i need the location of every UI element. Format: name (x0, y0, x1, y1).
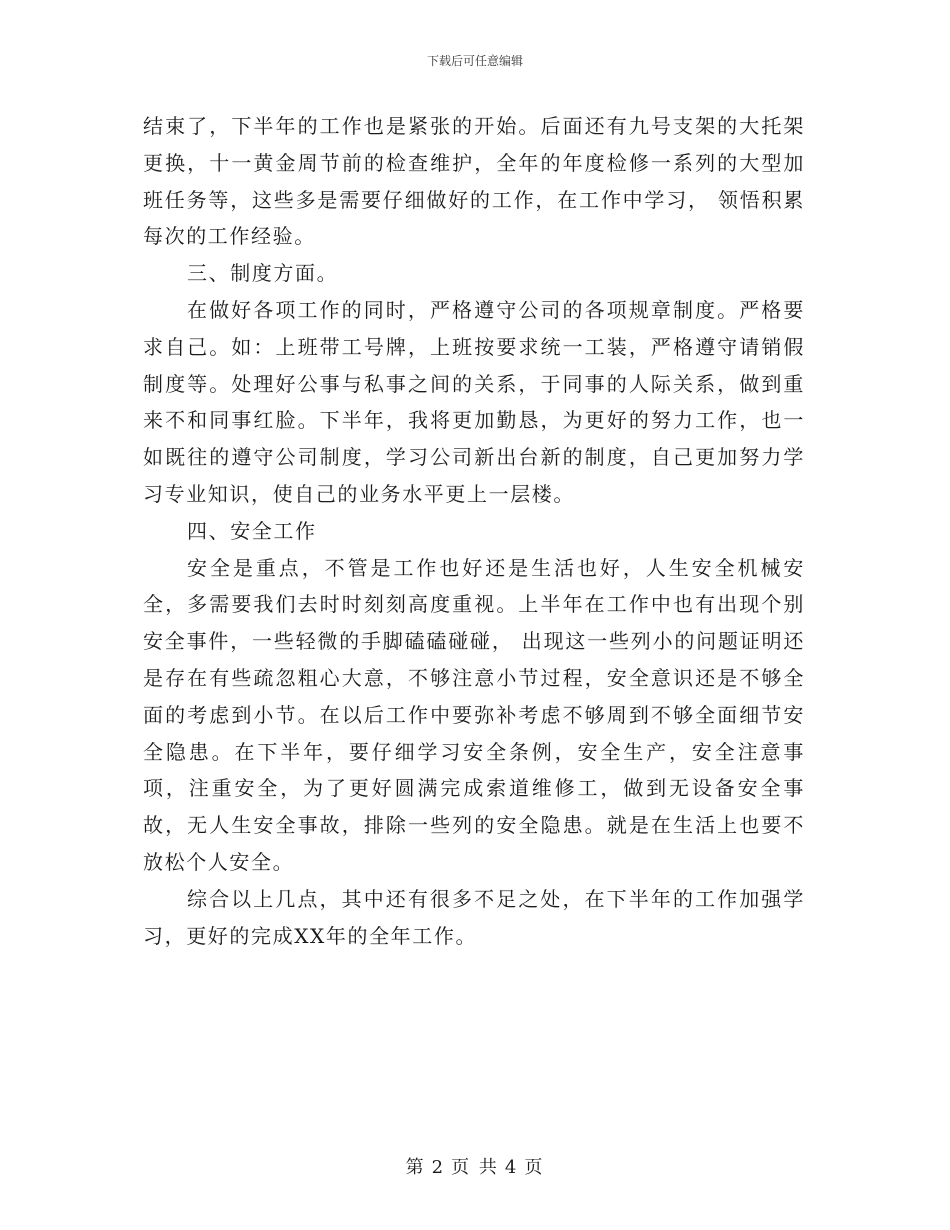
footer-current-page: 2 (431, 1157, 446, 1178)
header-note: 下载后可任意编辑 (426, 54, 523, 68)
section-heading-safety: 四、安全工作 (187, 518, 317, 543)
page-number-footer (0, 1153, 950, 1179)
document-body (143, 108, 805, 954)
paragraph-continuation: 结束了，下半年的工作也是紧张的开始。后面还有九号支架的大托架更换，十一黄金周节前的检查维护，全年的年度检修一系列的大型加班任务等，这些多是需要仔细做好的工作，在工作中学习， 领悟积累每次的工作经验。 (143, 114, 805, 249)
paragraph-summary: 综合以上几点，其中还有很多不足之处，在下半年的工作加强学习，更好的完成XX年的全年工作。 (143, 886, 805, 948)
footer-total-pages: 4 (504, 1157, 519, 1178)
paragraph-system: 在做好各项工作的同时，严格遵守公司的各项规章制度。严格要求自己。如：上班带工号牌，上班按要求统一工装，严格遵守请销假制度等。处理好公事与私事之间的关系，于同事的人际关系，做到重来不和同事红脸。下半年，我将更加勤恳，为更好的努力工作，也一如既往的遵守公司制度，学习公司新出台新的制度，自己更加努力学习专业知识，使自己的业务水平更上一层楼。 (143, 297, 805, 506)
section-heading-system: 三、制度方面。 (187, 261, 339, 286)
footer-middle: 页 共 (451, 1157, 499, 1178)
footer-prefix: 第 (405, 1157, 426, 1178)
footer-suffix: 页 (524, 1157, 545, 1178)
paragraph-safety: 安全是重点，不管是工作也好还是生活也好，人生安全机械安全，多需要我们去时时刻刻高度重视。上半年在工作中也有出现个别安全事件，一些轻微的手脚磕磕碰碰， 出现这一些列小的问题证明还是存在有些疏忽粗心大意，不够注意小节过程，安全意识还是不够全面的考虑到小节。在以后工作中要弥补考虑不够周到不够全面细节安全隐患。在下半年，要仔细学习安全条例，安全生产，安全注意事项，注重安全，为了更好圆满完成索道维修工，做到无设备安全事故，无人生安全事故，排除一些列的安全隐患。就是在生活上也要不放松个人安全。 (143, 555, 805, 874)
